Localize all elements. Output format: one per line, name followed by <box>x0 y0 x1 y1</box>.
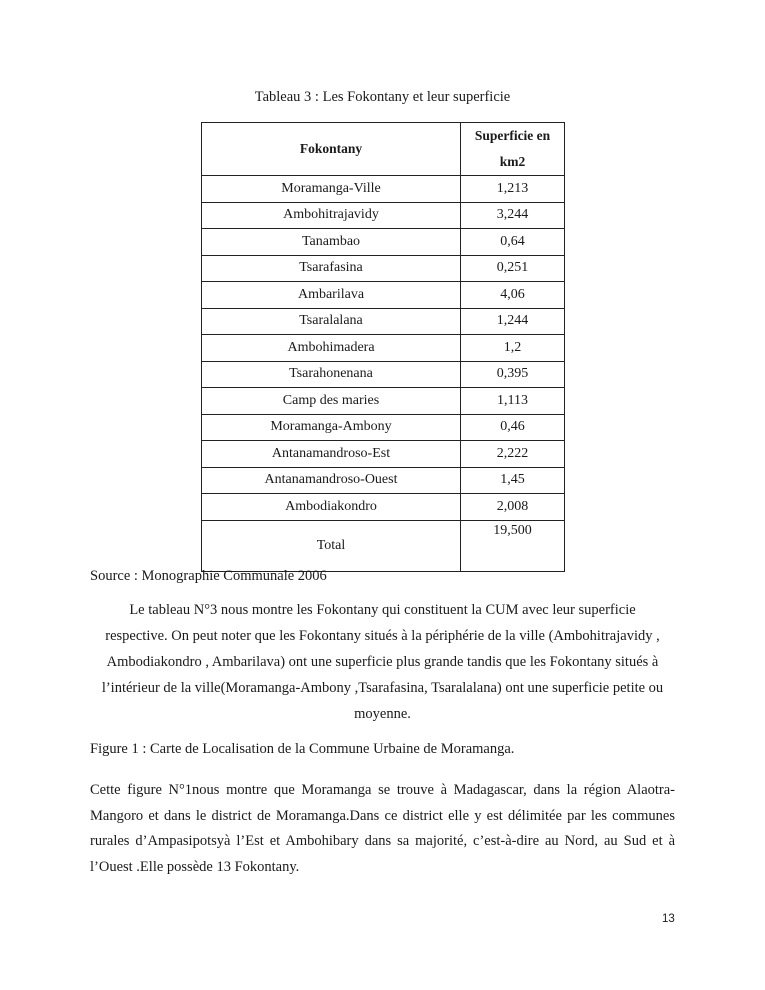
table-row <box>202 414 565 441</box>
table-body <box>202 176 565 521</box>
fokontany-name-cell: Ambohitrajavidy <box>202 202 461 229</box>
table-row <box>202 229 565 256</box>
superficie-cell: 3,244 <box>461 202 565 229</box>
paragraph-1-line: Ambodiakondro , Ambarilava) ont une superficie plus grande tandis que les Fokontany situés à <box>106 654 659 670</box>
paragraph-1-line: respective. On peut noter que les Fokontany situés à la périphérie de la ville (Ambohitrajavidy , <box>105 628 660 644</box>
header-superficie-line1: Superficie en <box>474 128 551 143</box>
table-row <box>202 441 565 468</box>
table-caption: Tableau 3 : Les Fokontany et leur superficie <box>254 89 511 105</box>
header-superficie <box>461 123 565 176</box>
table-row <box>202 176 565 203</box>
fokontany-name-cell: Ambohimadera <box>202 335 461 362</box>
page-number: 13 <box>662 913 675 925</box>
fokontany-name-cell: Tsarahonenana <box>202 361 461 388</box>
superficie-cell: 1,113 <box>461 388 565 415</box>
fokontany-name-cell: Moramanga-Ville <box>202 176 461 203</box>
table-row <box>202 255 565 282</box>
table-row <box>202 282 565 309</box>
header-fokontany: Fokontany <box>202 123 461 176</box>
fokontany-name-cell: Antanamandroso-Ouest <box>202 467 461 494</box>
table-source: Source : Monographie Communale 2006 <box>90 568 327 584</box>
superficie-cell: 2,222 <box>461 441 565 468</box>
paragraph-1-line: Le tableau N°3 nous montre les Fokontany qui constituent la CUM avec leur superficie <box>129 602 636 618</box>
fokontany-name-cell: Moramanga-Ambony <box>202 414 461 441</box>
table-row <box>202 335 565 362</box>
paragraph-2: Cette figure N°1nous montre que Moramanga se trouve à Madagascar, dans la région Alaotra-Mangoro et dans le district de Moramanga.Dans ce district elle y est délimitée par les communes rurales d’Ampasipotsyà l’Est et Ambohibary dans sa majorité, c’est-à-dire au Nord, au Sud et à l’Ouest .Elle possède 13 Fokontany. <box>90 782 675 875</box>
fokontany-name-cell: Ambarilava <box>202 282 461 309</box>
total-value: 19,500 <box>461 520 565 571</box>
fokontany-name-cell: Camp des maries <box>202 388 461 415</box>
table-row <box>202 467 565 494</box>
fokontany-name-cell: Tanambao <box>202 229 461 256</box>
paragraph-1 <box>90 597 675 727</box>
fokontany-name-cell: Tsarafasina <box>202 255 461 282</box>
paragraph-1-line: moyenne. <box>354 706 411 722</box>
table-row <box>202 308 565 335</box>
table-row <box>202 388 565 415</box>
table-row <box>202 361 565 388</box>
paragraph-1-line: l’intérieur de la ville(Moramanga-Ambony ,Tsarafasina, Tsaralalana) ont une superficie petite ou <box>101 680 664 696</box>
superficie-cell: 0,395 <box>461 361 565 388</box>
fokontany-name-cell: Antanamandroso-Est <box>202 441 461 468</box>
superficie-cell: 4,06 <box>461 282 565 309</box>
table-total-row <box>202 520 565 571</box>
superficie-cell: 2,008 <box>461 494 565 521</box>
fokontany-table <box>201 122 565 572</box>
table-row <box>202 202 565 229</box>
superficie-cell: 0,251 <box>461 255 565 282</box>
fokontany-name-cell: Ambodiakondro <box>202 494 461 521</box>
superficie-cell: 1,2 <box>461 335 565 362</box>
superficie-cell: 0,64 <box>461 229 565 256</box>
superficie-cell: 1,213 <box>461 176 565 203</box>
superficie-cell: 1,45 <box>461 467 565 494</box>
superficie-cell: 1,244 <box>461 308 565 335</box>
header-superficie-line2: km2 <box>499 154 526 169</box>
superficie-cell: 0,46 <box>461 414 565 441</box>
table-header-row <box>202 123 565 176</box>
figure-caption: Figure 1 : Carte de Localisation de la Commune Urbaine de Moramanga. <box>90 741 515 757</box>
fokontany-name-cell: Tsaralalana <box>202 308 461 335</box>
total-label: Total <box>202 520 461 571</box>
table-row <box>202 494 565 521</box>
